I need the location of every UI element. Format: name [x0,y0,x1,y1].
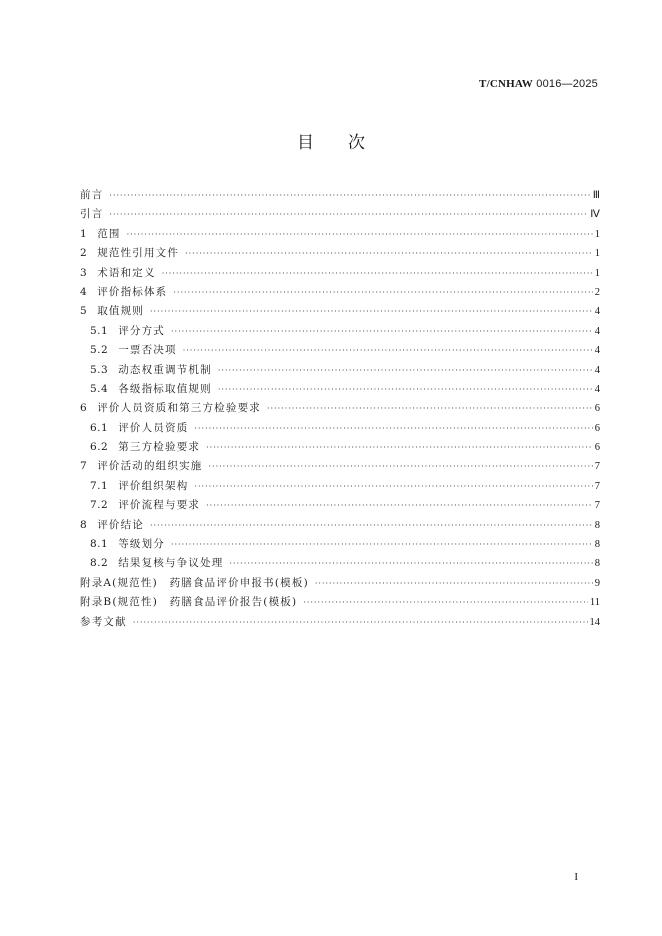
table-of-contents [80,186,600,632]
toc-entry-title: 动态权重调节机制 [118,363,212,376]
toc-entry-title: 各级指标取值规则 [118,382,212,395]
toc-entry-number: 6.2 [90,441,109,454]
standard-number-header [479,77,598,90]
standard-code: T/CNHAW [479,78,533,90]
toc-entry-title: 参考文献 [80,615,127,628]
toc-entry-page: 7 [594,461,600,473]
toc-entry-page: 1 [594,267,600,279]
toc-entry-title: 引言 [80,208,104,221]
toc-entry[interactable] [80,457,600,476]
toc-entry[interactable] [80,535,600,554]
toc-entry-page: Ⅳ [590,209,600,221]
toc-entry[interactable] [80,283,600,302]
toc-entry-number: 2 [80,247,88,260]
toc-dot-leader [194,419,592,438]
toc-entry[interactable] [80,380,600,399]
toc-dot-leader [315,574,593,593]
toc-dot-leader [171,322,593,341]
toc-entry-page: 7 [594,500,600,512]
toc-entry-title: 第三方检验要求 [118,441,201,454]
toc-entry-title: 评价人员资质和第三方检验要求 [97,402,261,415]
toc-entry[interactable] [80,361,600,380]
standard-year: 0016—2025 [533,78,598,90]
toc-dot-leader [183,341,593,360]
toc-entry[interactable] [80,419,600,438]
toc-entry-number: 1 [80,227,88,240]
toc-entry-page: 4 [594,306,600,318]
toc-entry-number: 7.2 [90,499,109,512]
toc-dot-leader [171,535,593,554]
toc-dot-leader [194,477,592,496]
toc-entry-title: 取值规则 [97,305,144,318]
toc-dot-leader [218,380,593,399]
toc-entry-page: 4 [594,364,600,376]
toc-dot-leader [109,205,588,224]
toc-entry-number: 5.3 [90,363,109,376]
toc-entry-number: 5 [80,305,88,318]
toc-dot-leader [209,457,593,476]
toc-entry-number: 3 [80,266,88,279]
toc-entry-number: 8.1 [90,538,109,551]
toc-entry[interactable] [80,593,600,612]
toc-entry-page: 6 [594,403,600,415]
toc-dot-leader [127,225,593,244]
toc-entry-number: 6.1 [90,421,109,434]
toc-dot-leader [109,186,590,205]
toc-entry-number: 4 [80,285,88,298]
toc-entry-page: 7 [594,480,600,492]
toc-dot-leader [267,399,593,418]
toc-entry-number: 7.1 [90,479,109,492]
toc-entry-title: 范围 [97,227,121,240]
toc-entry-number: 5.2 [90,344,109,357]
toc-dot-leader [206,496,593,515]
toc-entry[interactable] [80,477,600,496]
toc-entry-title: 规范性引用文件 [97,247,180,260]
toc-entry-number: 6 [80,402,88,415]
toc-entry-title: 评分方式 [118,324,166,337]
toc-entry-page: 9 [594,577,600,589]
toc-entry-title: 一票否决项 [118,344,177,357]
toc-entry[interactable] [80,341,600,360]
toc-entry-number: 8 [80,518,88,531]
toc-entry[interactable] [80,574,600,593]
toc-entry-title: 结果复核与争议处理 [118,557,224,570]
toc-entry-page: 4 [594,345,600,357]
footer-page-number: I [574,871,578,883]
toc-entry-title: 评价活动的组织实施 [97,460,203,473]
toc-dot-leader [150,302,593,321]
page-title: 目次 [297,133,399,153]
toc-entry[interactable] [80,264,600,283]
toc-entry-page: 1 [594,228,600,240]
toc-entry-page: 11 [589,597,600,609]
toc-entry-title: 评价指标体系 [97,285,168,298]
toc-entry-title: 前言 [80,189,104,201]
toc-entry-number: 5.4 [90,382,109,395]
toc-entry-title: 评价流程与要求 [118,499,201,512]
toc-entry[interactable] [80,322,600,341]
toc-entry[interactable] [80,244,600,263]
toc-dot-leader [206,438,593,457]
toc-entry-title: 术语和定义 [97,266,156,279]
toc-dot-leader [185,244,593,263]
toc-entry[interactable] [80,554,600,573]
toc-entry-page: 8 [594,539,600,551]
toc-entry[interactable] [80,225,600,244]
toc-dot-leader [230,554,593,573]
toc-entry-title: 附录A(规范性) 药膳食品评价申报书(模板) [80,576,309,589]
toc-entry-page: Ⅲ [592,190,600,201]
toc-entry-title: 评价组织架构 [118,479,189,492]
toc-dot-leader [173,283,592,302]
toc-entry-page: 1 [594,248,600,260]
toc-entry[interactable] [80,302,600,321]
toc-entry[interactable] [80,186,600,205]
toc-entry-title: 等级划分 [118,538,166,551]
toc-entry-page: 8 [594,519,600,531]
toc-dot-leader [218,361,593,380]
toc-entry-title: 评价人员资质 [118,421,189,434]
toc-dot-leader [150,516,593,535]
toc-entry[interactable] [80,399,600,418]
toc-entry[interactable] [80,496,600,515]
toc-entry[interactable] [80,613,600,632]
toc-dot-leader [133,613,588,632]
toc-entry-page: 6 [594,422,600,434]
toc-entry-title: 评价结论 [97,518,144,531]
toc-entry-number: 8.2 [90,557,109,570]
toc-dot-leader [303,593,588,612]
toc-entry[interactable] [80,438,600,457]
toc-entry[interactable] [80,205,600,224]
toc-entry-number: 7 [80,460,88,473]
toc-entry-number: 5.1 [90,324,109,337]
toc-dot-leader [162,264,593,283]
toc-entry-title: 附录B(规范性) 药膳食品评价报告(模板) [80,596,298,609]
toc-entry-page: 6 [594,442,600,454]
toc-entry-page: 14 [589,616,600,628]
toc-entry-page: 8 [594,558,600,570]
toc-entry-page: 2 [594,286,600,298]
toc-entry-page: 4 [594,325,600,337]
toc-entry-page: 4 [594,383,600,395]
toc-entry[interactable] [80,516,600,535]
